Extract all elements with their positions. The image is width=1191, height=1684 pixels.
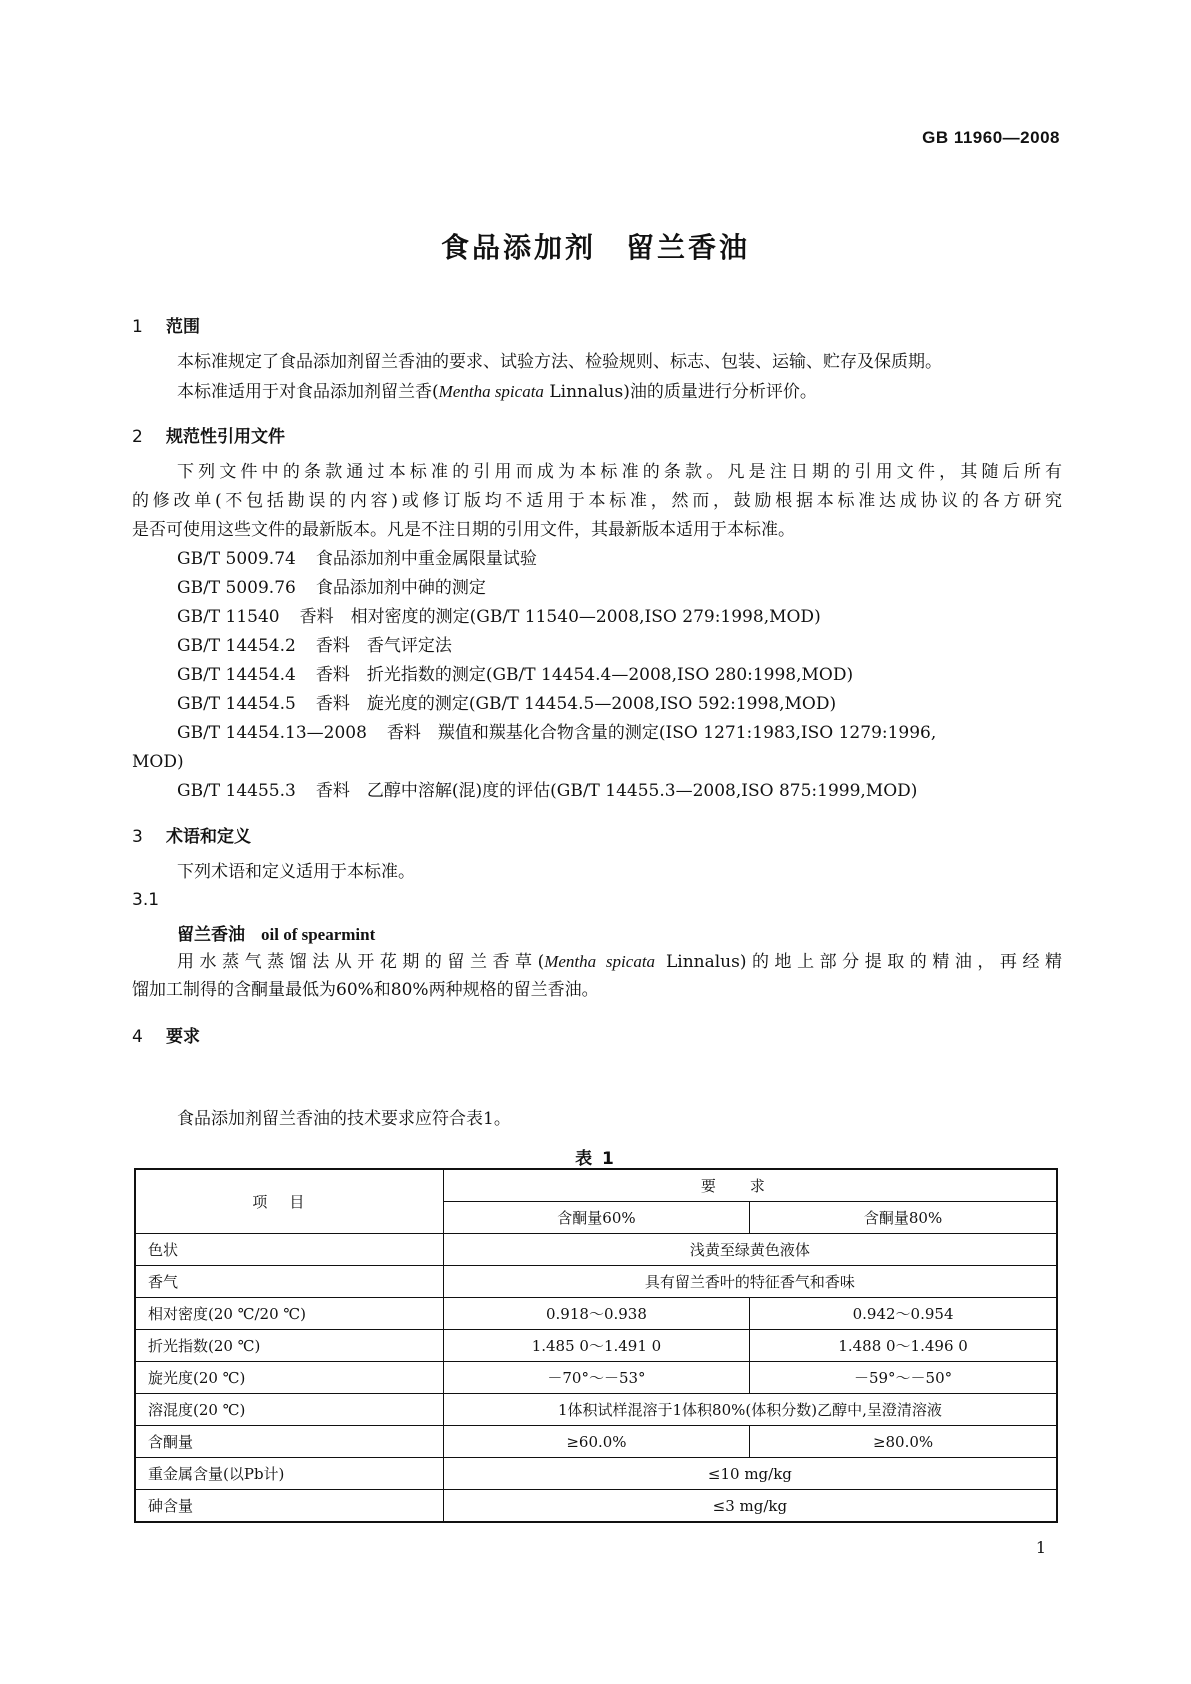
row-value-merged: 浅黄至绿黄色液体: [443, 1234, 1057, 1266]
table-header-row: [135, 1169, 1057, 1202]
table-row: [135, 1330, 1057, 1362]
header-requirements: 要求: [443, 1169, 1057, 1202]
row-item: 溶混度(20 ℃): [135, 1394, 443, 1426]
document-title: [0, 226, 1191, 266]
row-value-80: ≥80.0%: [750, 1426, 1057, 1458]
row-value-80: 0.942～0.954: [750, 1298, 1057, 1330]
section-1-heading: [132, 312, 200, 337]
reference-title: 香料 折光指数的测定(GB/T 14454.4—2008,ISO 280:1998,MOD): [315, 665, 854, 685]
term-definition-line-2: 馏加工制得的含酮量最低为60%和80%两种规格的留兰香油。: [132, 980, 599, 1000]
term-name: [177, 920, 375, 945]
s1-p2-italic: Mentha spicata: [438, 382, 544, 401]
row-item: 砷含量: [135, 1490, 443, 1523]
section-4-number: 4: [132, 1027, 143, 1047]
section-3-intro: 下列术语和定义适用于本标准。: [177, 862, 415, 882]
row-value-80: －59°～－50°: [750, 1362, 1057, 1394]
header-ketone-80: 含酮量80%: [750, 1202, 1057, 1234]
section-3-title: 术语和定义: [166, 827, 251, 847]
row-value-merged: 1体积试样混溶于1体积80%(体积分数)乙醇中,呈澄清溶液: [443, 1394, 1057, 1426]
row-value-merged: 具有留兰香叶的特征香气和香味: [443, 1266, 1057, 1298]
row-item: 重金属含量(以Pb计): [135, 1458, 443, 1490]
reference-code: GB/T 14454.5: [177, 694, 296, 714]
row-value-merged: ≤3 mg/kg: [443, 1490, 1057, 1523]
table-row: [135, 1394, 1057, 1426]
reference-item: [177, 545, 537, 574]
page-number: 1: [1035, 1538, 1046, 1557]
title-part-1: 食品添加剂: [440, 231, 596, 264]
section-2-intro-line-3: 是否可使用这些文件的最新版本。凡是不注日期的引用文件，其最新版本适用于本标准。: [132, 520, 795, 540]
s1-p2-post: Linnalus)油的质量进行分析评价。: [543, 382, 817, 402]
reference-continuation: MOD): [132, 752, 184, 772]
section-4-title: 要求: [166, 1027, 200, 1047]
section-1-title: 范围: [166, 317, 200, 337]
row-value-60: 1.485 0～1.491 0: [443, 1330, 749, 1362]
reference-item: [177, 719, 936, 748]
reference-code: GB/T 5009.76: [177, 578, 296, 598]
section-4-intro: 食品添加剂留兰香油的技术要求应符合表1。: [177, 1109, 511, 1129]
table-row: [135, 1490, 1057, 1523]
section-3-heading: [132, 822, 251, 847]
row-item: 折光指数(20 ℃): [135, 1330, 443, 1362]
table-row: [135, 1458, 1057, 1490]
title-part-2: 留兰香油: [626, 231, 751, 264]
row-value-80: 1.488 0～1.496 0: [750, 1330, 1057, 1362]
reference-title: 食品添加剂中砷的测定: [315, 578, 486, 598]
reference-item: [177, 603, 821, 632]
table-row: [135, 1266, 1057, 1298]
term-number: 3.1: [132, 890, 160, 910]
section-3-number: 3: [132, 827, 143, 847]
reference-code: GB/T 14455.3: [177, 781, 296, 801]
standard-code: GB 11960—2008: [922, 128, 1060, 147]
def-italic: Mentha spicata: [544, 952, 656, 971]
table-row: [135, 1234, 1057, 1266]
reference-title: 香料 羰值和羰基化合物含量的测定(ISO 1271:1983,ISO 1279:1996,: [386, 723, 937, 743]
def-pre: 用水蒸气蒸馏法从开花期的留兰香草(: [177, 952, 545, 972]
row-value-60: －70°～－53°: [443, 1362, 749, 1394]
def-post: Linnalus)的地上部分提取的精油，再经精: [655, 952, 1062, 972]
reference-title: 香料 相对密度的测定(GB/T 11540—2008,ISO 279:1998,MOD): [299, 607, 821, 627]
term-definition-line-1: [177, 947, 1062, 977]
section-1-number: 1: [132, 317, 143, 337]
section-2-title: 规范性引用文件: [166, 427, 285, 447]
table-row: [135, 1362, 1057, 1394]
section-2-intro-line-1: 下列文件中的条款通过本标准的引用而成为本标准的条款。凡是注日期的引用文件，其随后所有: [177, 462, 1062, 482]
row-item: 相对密度(20 ℃/20 ℃): [135, 1298, 443, 1330]
reference-item: [177, 661, 853, 690]
row-value-60: 0.918～0.938: [443, 1298, 749, 1330]
section-1-paragraph-1: 本标准规定了食品添加剂留兰香油的要求、试验方法、检验规则、标志、包装、运输、贮存及保质期。: [177, 352, 942, 372]
row-item: 含酮量: [135, 1426, 443, 1458]
section-2-intro-line-2: 的修改单(不包括勘误的内容)或修订版均不适用于本标准，然而，鼓励根据本标准达成协议的各方研究: [132, 491, 1062, 511]
reference-code: GB/T 11540: [177, 607, 280, 627]
table-row: [135, 1426, 1057, 1458]
reference-code: GB/T 14454.4: [177, 665, 296, 685]
section-1-paragraph-2: [177, 377, 817, 407]
row-value-merged: ≤10 mg/kg: [443, 1458, 1057, 1490]
requirements-table: [134, 1168, 1058, 1523]
term-name-cn: 留兰香油: [177, 925, 245, 945]
section-4-heading: [132, 1022, 200, 1047]
header-ketone-60: 含酮量60%: [443, 1202, 749, 1234]
term-name-en: oil of spearmint: [261, 925, 376, 944]
reference-code: GB/T 14454.2: [177, 636, 296, 656]
section-2-number: 2: [132, 427, 143, 447]
table-row: [135, 1298, 1057, 1330]
reference-item: [177, 777, 917, 806]
section-2-heading: [132, 422, 285, 447]
row-item: 旋光度(20 ℃): [135, 1362, 443, 1394]
reference-item: [177, 574, 486, 603]
reference-code: GB/T 5009.74: [177, 549, 296, 569]
row-item: 香气: [135, 1266, 443, 1298]
reference-item: [177, 632, 452, 661]
row-value-60: ≥60.0%: [443, 1426, 749, 1458]
header-item: 项目: [135, 1169, 443, 1234]
s1-p2-pre: 本标准适用于对食品添加剂留兰香(: [177, 382, 439, 402]
reference-item: [177, 690, 836, 719]
row-item: 色状: [135, 1234, 443, 1266]
reference-title: 香料 旋光度的测定(GB/T 14454.5—2008,ISO 592:1998,MOD): [315, 694, 837, 714]
table-caption: 表 1: [575, 1149, 616, 1169]
reference-title: 食品添加剂中重金属限量试验: [315, 549, 537, 569]
reference-code: GB/T 14454.13—2008: [177, 723, 367, 743]
reference-title: 香料 乙醇中溶解(混)度的评估(GB/T 14455.3—2008,ISO 875:1999,MOD): [315, 781, 918, 801]
reference-title: 香料 香气评定法: [315, 636, 452, 656]
